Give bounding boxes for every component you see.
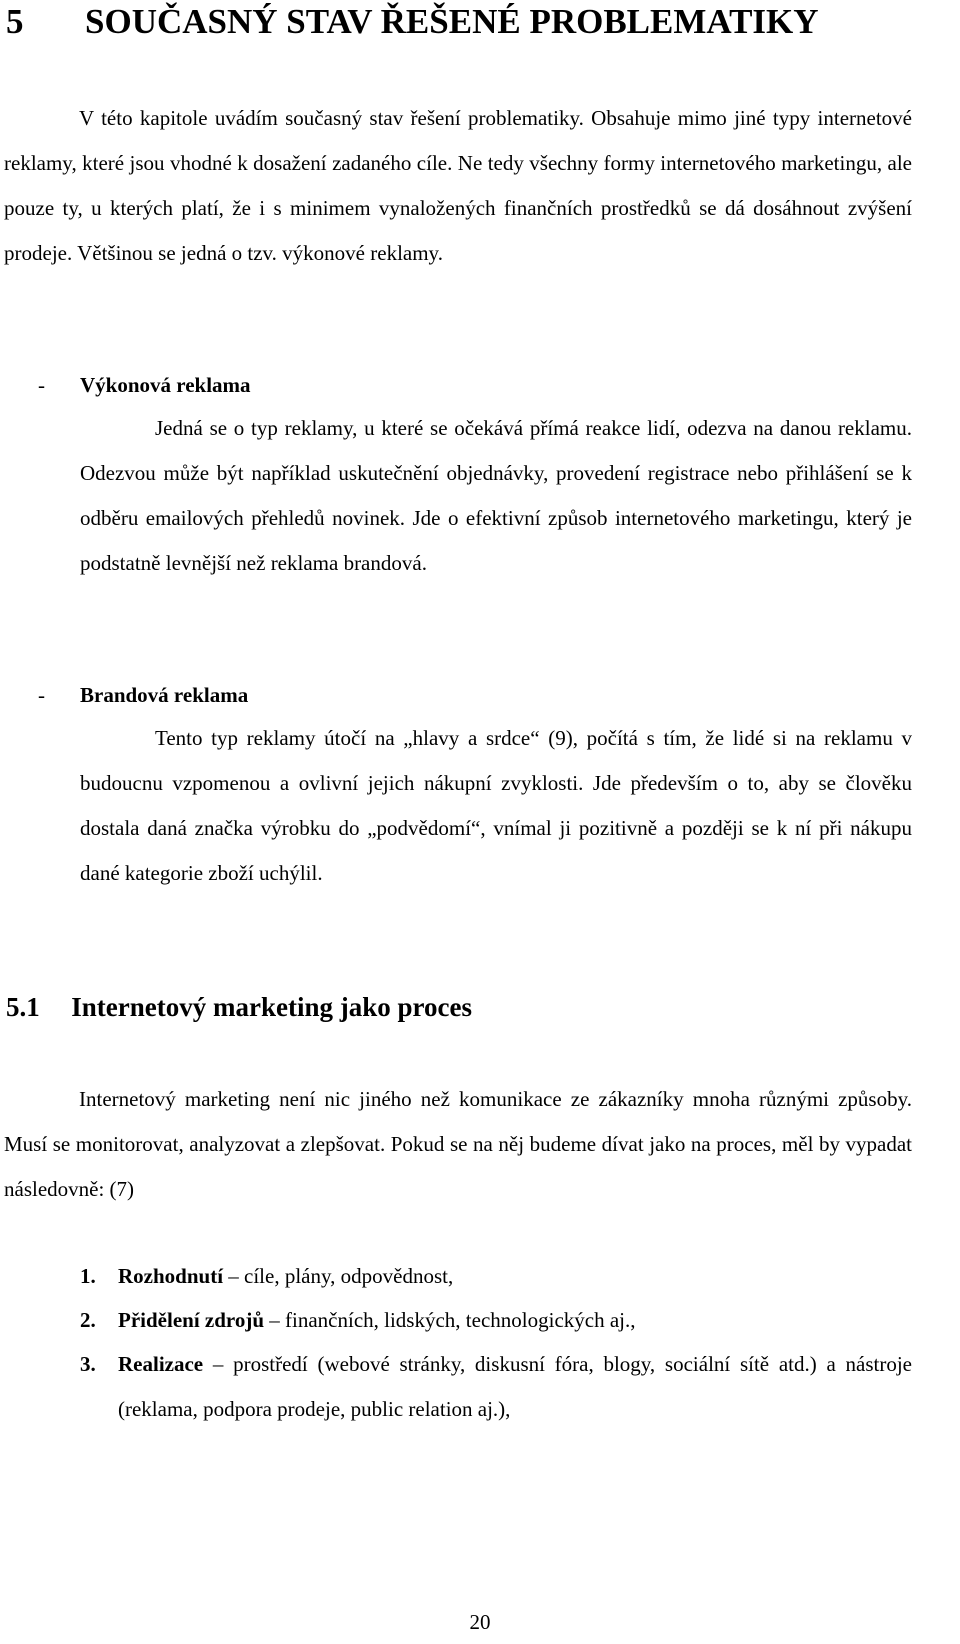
chapter-title: SOUČASNÝ STAV ŘEŠENÉ PROBLEMATIKY bbox=[85, 2, 819, 41]
brandova-paragraph: Tento typ reklamy útočí na „hlavy a srdce“ (9), počítá s tím, že lidé si na reklamu v budoucnu vzpomenou a ovlivní jejich nákupní zvyklosti. Jde především o to, aby se člověku dostala daná značka výrobku do „podvědomí“, vnímal ji pozitivně a později se k ní při nákupu dané kategorie zboží uchýlil. bbox=[80, 726, 912, 885]
process-paragraph: Internetový marketing není nic jiného než komunikace ze zákazníky mnoha různými způsoby. Musí se monitorovat, analyzovat a zlepšovat. Pokud se na něj budeme dívat jako na proces, měl by vypadat následovně: (7) bbox=[4, 1087, 912, 1201]
section-title: Internetový marketing jako proces bbox=[71, 992, 472, 1022]
chapter-heading bbox=[6, 2, 819, 42]
list-item-term: Přidělení zdrojů bbox=[118, 1308, 265, 1332]
list-item-number: 2. bbox=[80, 1308, 96, 1332]
vykonova-paragraph: Jedná se o typ reklamy, u které se očekává přímá reakce lidí, odezva na danou reklamu. Odezvou může být například uskutečnění objednávky, provedení registrace nebo přihlášení se k odběru emailových přehledů novinek. Jde o efektivní způsob internetového marketingu, který je podstatně levnější než reklama brandová. bbox=[80, 416, 912, 575]
list-item-separator: – bbox=[228, 1264, 239, 1288]
section-heading bbox=[6, 991, 472, 1023]
list-item bbox=[118, 1298, 636, 1343]
section-number: 5.1 bbox=[6, 992, 40, 1022]
section-title-vykonova: Výkonová reklama bbox=[80, 373, 251, 397]
list-item-text: prostředí (webové stránky, diskusní fóra, blogy, sociální sítě atd.) a nástroje (reklama, podpora prodeje, public relation aj.), bbox=[118, 1352, 913, 1421]
list-item-term: Rozhodnutí bbox=[118, 1264, 224, 1288]
list-item bbox=[118, 1342, 912, 1432]
list-item-separator: – bbox=[269, 1308, 280, 1332]
chapter-number: 5 bbox=[6, 2, 24, 41]
dash-bullet: - bbox=[38, 373, 45, 397]
list-item-term: Realizace bbox=[118, 1352, 204, 1376]
list-item bbox=[118, 1254, 453, 1299]
list-item-separator: – bbox=[212, 1352, 224, 1376]
list-item-number: 1. bbox=[80, 1264, 96, 1288]
page-number: 20 bbox=[469, 1610, 491, 1634]
list-item-text: finančních, lidských, technologických aj., bbox=[285, 1308, 636, 1332]
list-item-text: cíle, plány, odpovědnost, bbox=[244, 1264, 454, 1288]
section-title-brandova: Brandová reklama bbox=[80, 683, 249, 707]
list-item-number: 3. bbox=[80, 1352, 96, 1376]
intro-paragraph: V této kapitole uvádím současný stav řešení problematiky. Obsahuje mimo jiné typy internetové reklamy, které jsou vhodné k dosažení zadaného cíle. Ne tedy všechny formy internetového marketingu, ale pouze ty, u kterých platí, že i s minimem vynaložených finančních prostředků se dá dosáhnout zvýšení prodeje. Většinou se jedná o tzv. výkonové reklamy. bbox=[4, 106, 912, 265]
dash-bullet: - bbox=[38, 683, 45, 707]
